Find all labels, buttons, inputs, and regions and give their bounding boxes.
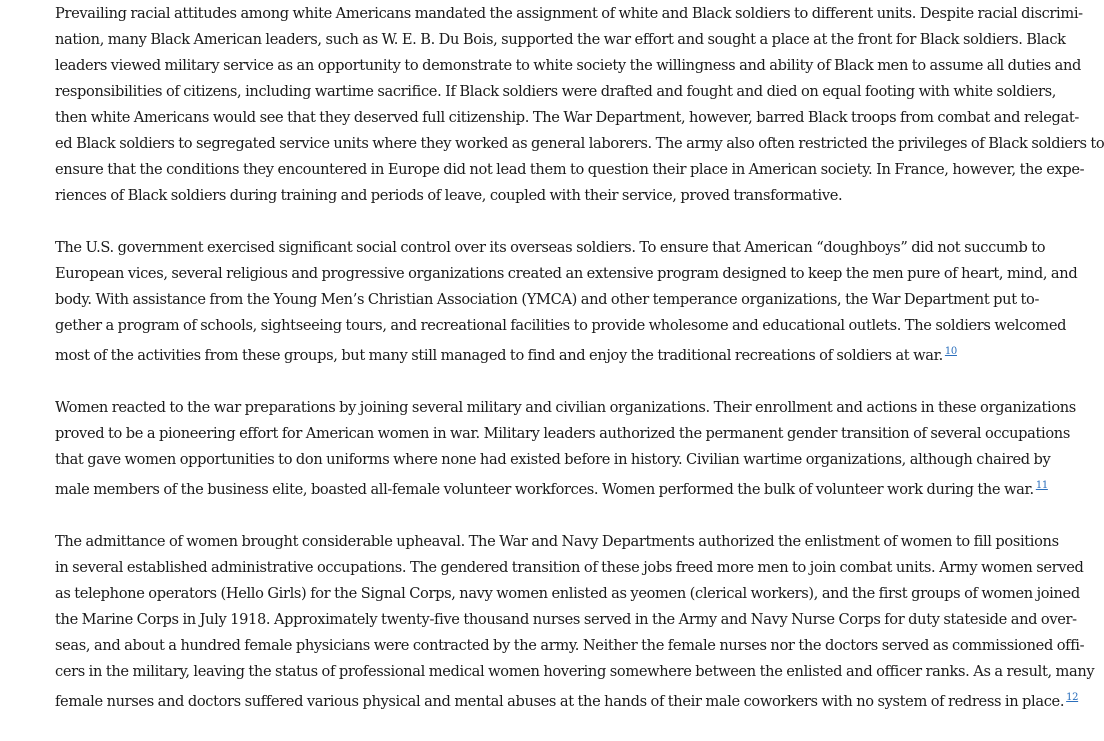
- text-line: body. With assistance from the Young Men’s Christian Association (YMCA) and other temperance organizations, the War Department put to-: [55, 291, 1040, 308]
- paragraph-social-control: [55, 235, 1078, 369]
- text-line: proved to be a pioneering effort for American women in war. Military leaders authorized the permanent gender transition of several occupations: [55, 425, 1070, 442]
- text-line: gether a program of schools, sightseeing tours, and recreational facilities to provide wholesome and educational outlets. The soldiers welcomed: [55, 317, 1067, 334]
- text-line-content: male members of the business elite, boasted all-female volunteer workforces. Women performed the bulk of volunteer work during the war.: [55, 481, 1034, 498]
- text-line: The admittance of women brought considerable upheaval. The War and Navy Departments authorized the enlistment of women to fill positions: [55, 533, 1059, 550]
- text-line: seas, and about a hundred female physicians were contracted by the army. Neither the female nurses nor the doctors served as commissioned offi-: [55, 637, 1085, 654]
- text-line: cers in the military, leaving the status of professional medical women hovering somewhere between the enlisted and officer ranks. As a result, many: [55, 663, 1095, 680]
- text-line: [55, 473, 1048, 503]
- text-line: leaders viewed military service as an opportunity to demonstrate to white society the willingness and ability of Black men to assume all duties and: [55, 57, 1082, 74]
- text-line: responsibilities of citizens, including wartime sacrifice. If Black soldiers were drafted and fought and died on equal footing with white soldiers,: [55, 83, 1057, 100]
- text-line: Women reacted to the war preparations by joining several military and civilian organizations. Their enrollment and actions in these organizations: [55, 399, 1076, 416]
- text-line: [55, 339, 995, 369]
- text-line: in several established administrative occupations. The gendered transition of these jobs freed more men to join combat units. Army women served: [55, 559, 1084, 576]
- text-line: riences of Black soldiers during training and periods of leave, coupled with their service, proved transformative.: [55, 187, 843, 204]
- paragraph-black-soldiers: [55, 1, 1104, 209]
- text-line: the Marine Corps in July 1918. Approximately twenty-five thousand nurses served in the Army and Navy Nurse Corps for duty stateside and over-: [55, 611, 1077, 628]
- article-body: [55, 1, 1104, 741]
- text-line: European vices, several religious and progressive organizations created an extensive program designed to keep the men pure of heart, mind, and: [55, 265, 1078, 282]
- text-line: nation, many Black American leaders, such as W. E. B. Du Bois, supported the war effort and sought a place at the front for Black soldiers. Black: [55, 31, 1066, 48]
- paragraph-women-enlistment: [55, 529, 1095, 715]
- footnote-link[interactable]: 12: [1066, 692, 1079, 703]
- text-line: The U.S. government exercised significant social control over its overseas soldiers. To ensure that American “doughboys” did not succumb to: [55, 239, 1046, 256]
- text-line: ensure that the conditions they encountered in Europe did not lead them to question their place in American society. In France, however, the expe-: [55, 161, 1085, 178]
- footnote-link[interactable]: 11: [1035, 480, 1048, 491]
- paragraph-women-organizations: [55, 395, 1076, 503]
- text-line: [55, 685, 1079, 715]
- text-line: as telephone operators (Hello Girls) for the Signal Corps, navy women enlisted as yeomen (clerical workers), and the first groups of women joined: [55, 585, 1080, 602]
- text-line: Prevailing racial attitudes among white Americans mandated the assignment of white and Black soldiers to different units. Despite racial discrimi-: [55, 5, 1083, 22]
- text-line-content: most of the activities from these groups, but many still managed to find and enjoy the traditional recreations of soldiers at war.: [55, 347, 943, 364]
- text-line-content: female nurses and doctors suffered various physical and mental abuses at the hands of their male coworkers with no system of redress in place.: [55, 693, 1065, 710]
- text-line: then white Americans would see that they deserved full citizenship. The War Department, however, barred Black troops from combat and relegat-: [55, 109, 1079, 126]
- footnote-link[interactable]: 10: [944, 346, 957, 357]
- text-line: ed Black soldiers to segregated service units where they worked as general laborers. The army also often restricted the privileges of Black soldiers to: [55, 135, 1104, 152]
- text-line: that gave women opportunities to don uniforms where none had existed before in history. Civilian wartime organizations, although chaired by: [55, 451, 1051, 468]
